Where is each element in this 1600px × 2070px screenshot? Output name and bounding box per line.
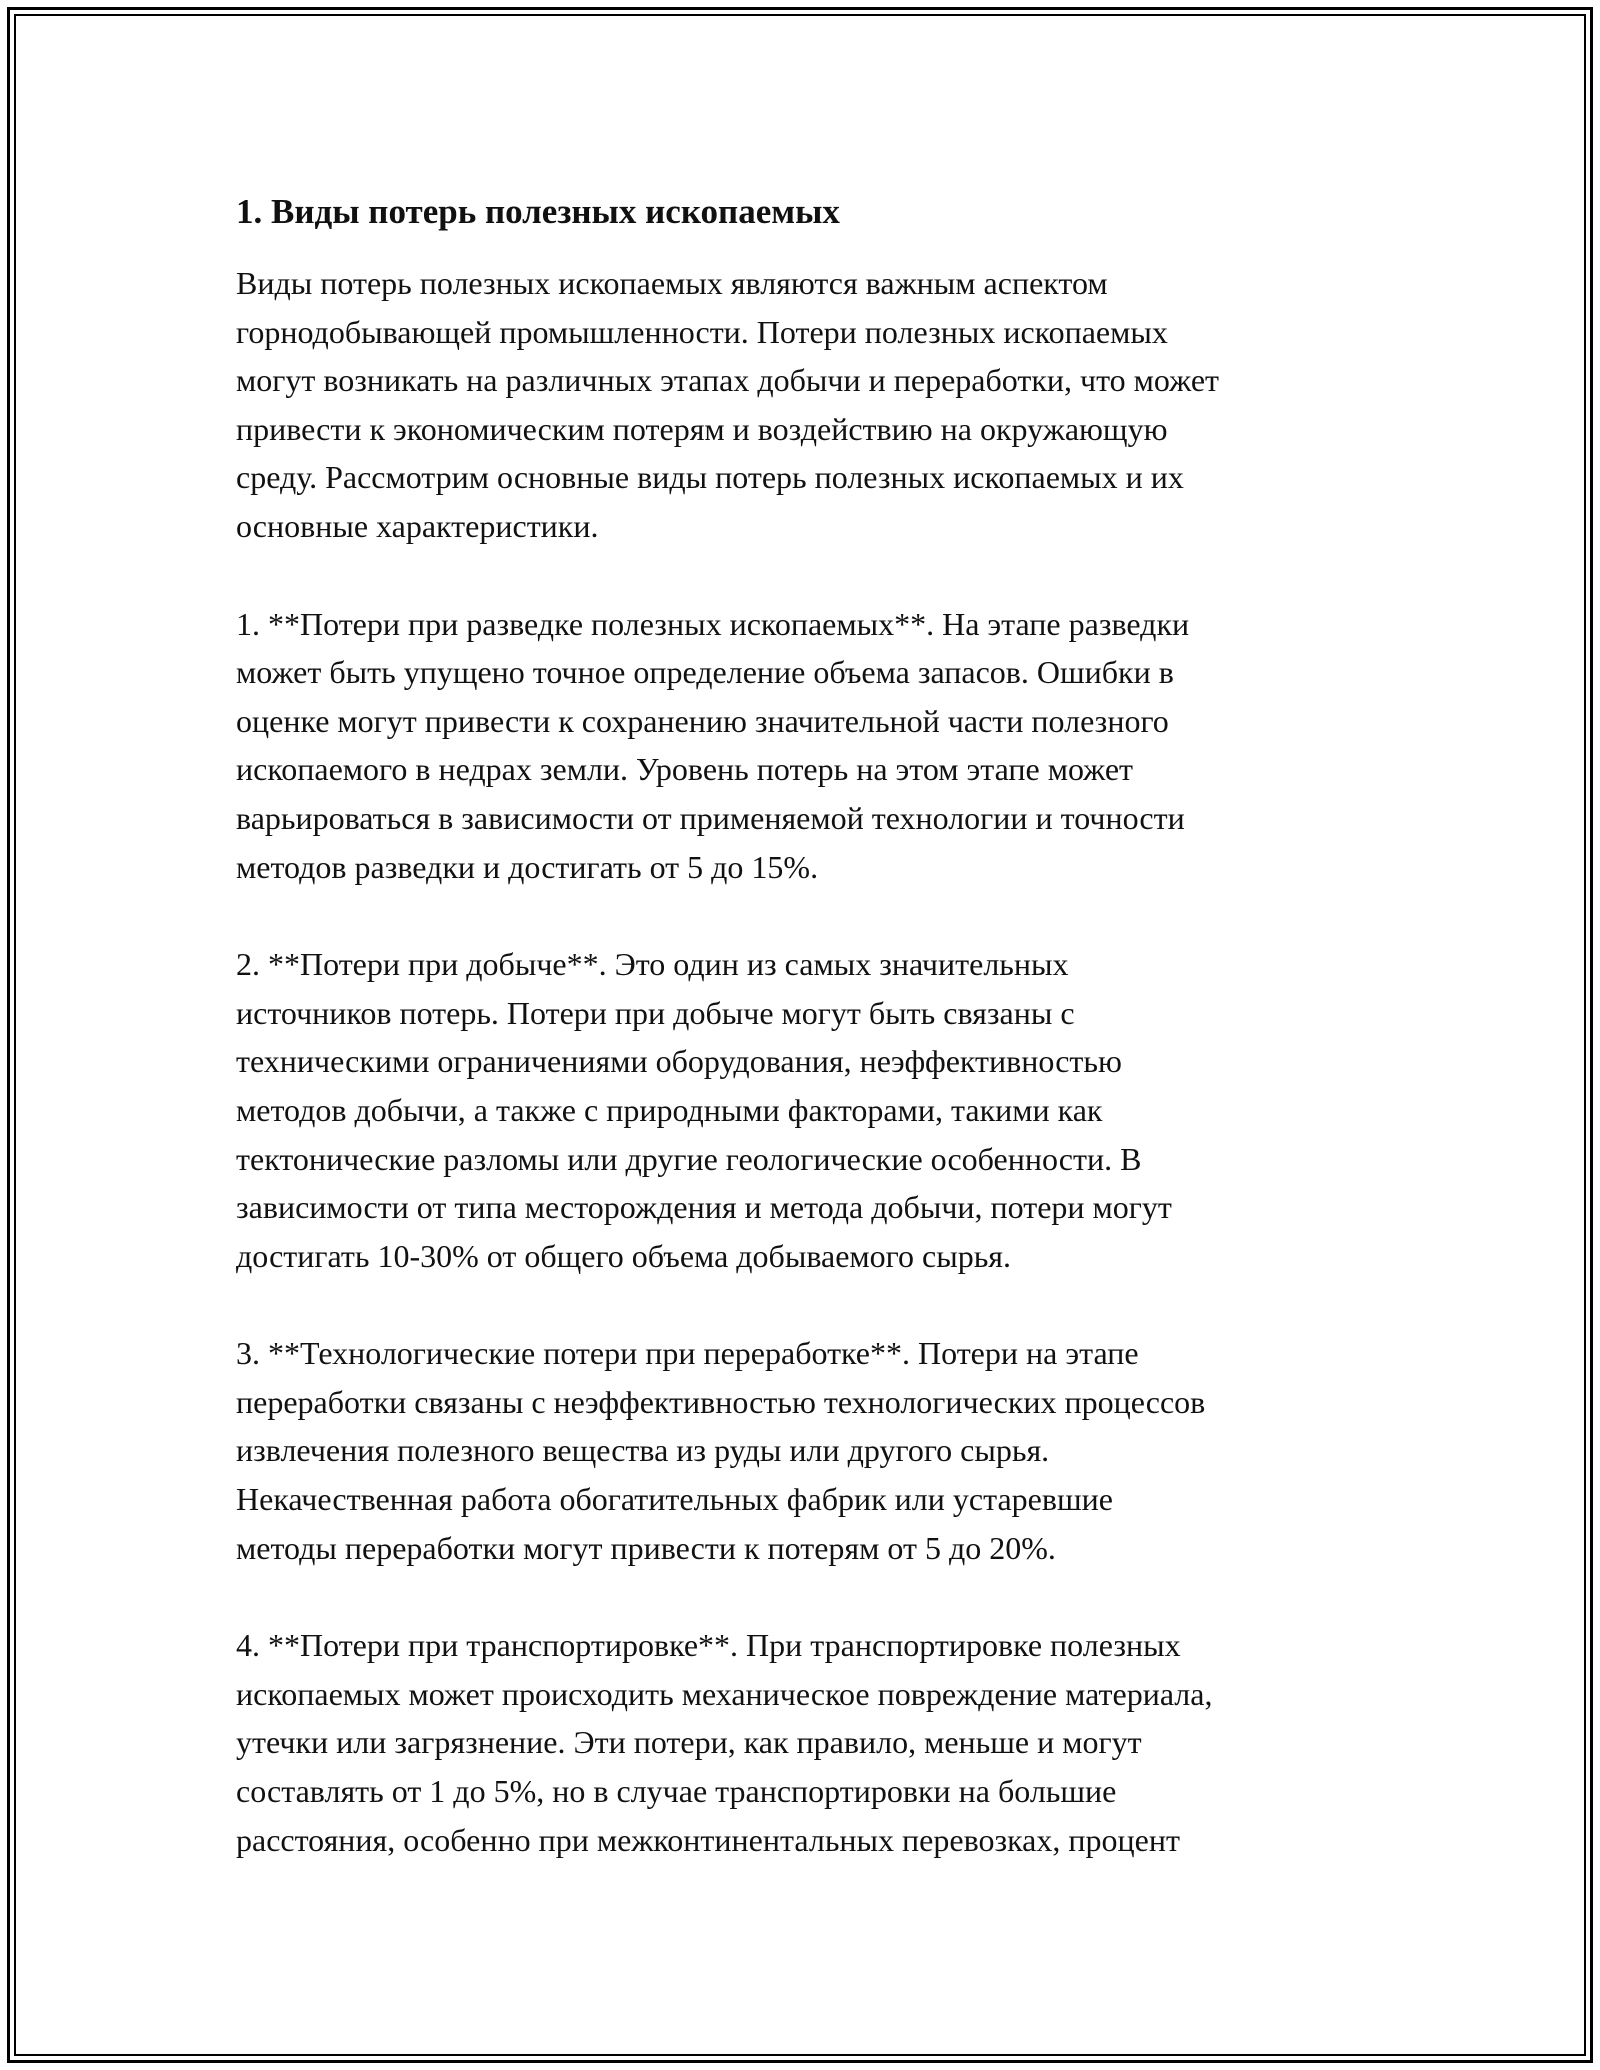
intro-paragraph: Виды потерь полезных ископаемых являются важным аспектом горнодобывающей промышленности. Потери полезных ископаемых могут возникать на различных этапах добычи и переработки, что может привести к экономическим потерям и воздействию на окружающую среду. Рассмотрим основные виды потерь полезных ископаемых и их основные характеристики. <box>236 265 1219 544</box>
list-item-processing-losses: 3. **Технологические потери при переработке**. Потери на этапе переработки связаны с неэффективностью технологических процессов извлечения полезного вещества из руды или другого сырья. Некачественная работа обогатительных фабрик или устаревшие методы переработки могут привести к потерям от 5 до 20%. <box>236 1335 1206 1566</box>
document-body <box>236 186 1396 1913</box>
list-item-mining-losses: 2. **Потери при добыче**. Это один из самых значительных источников потерь. Потери при добыче могут быть связаны с техническими ограничениями оборудования, неэффективностью методов добычи, а также с природными факторами, такими как тектонические разломы или другие геологические особенности. В зависимости от типа месторождения и метода добычи, потери могут достигать 10-30% от общего объема добываемого сырья. <box>236 946 1172 1274</box>
list-item-exploration-losses: 1. **Потери при разведке полезных ископаемых**. На этапе разведки может быть упущено точное определение объема запасов. Ошибки в оценке могут привести к сохранению значительной части полезного ископаемого в недрах земли. Уровень потерь на этом этапе может варьироваться в зависимости от применяемой технологии и точности методов разведки и достигать от 5 до 15%. <box>236 605 1190 885</box>
section-heading: 1. Виды потерь полезных ископаемых <box>236 192 840 231</box>
list-item-transport-losses: 4. **Потери при транспортировке**. При транспортировке полезных ископаемых может происходить механическое повреждение материала, утечки или загрязнение. Эти потери, как правило, меньше и могут составлять от 1 до 5%, но в случае транспортировки на большие расстояния, особенно при межконтинентальных перевозках, процент <box>236 1627 1213 1858</box>
